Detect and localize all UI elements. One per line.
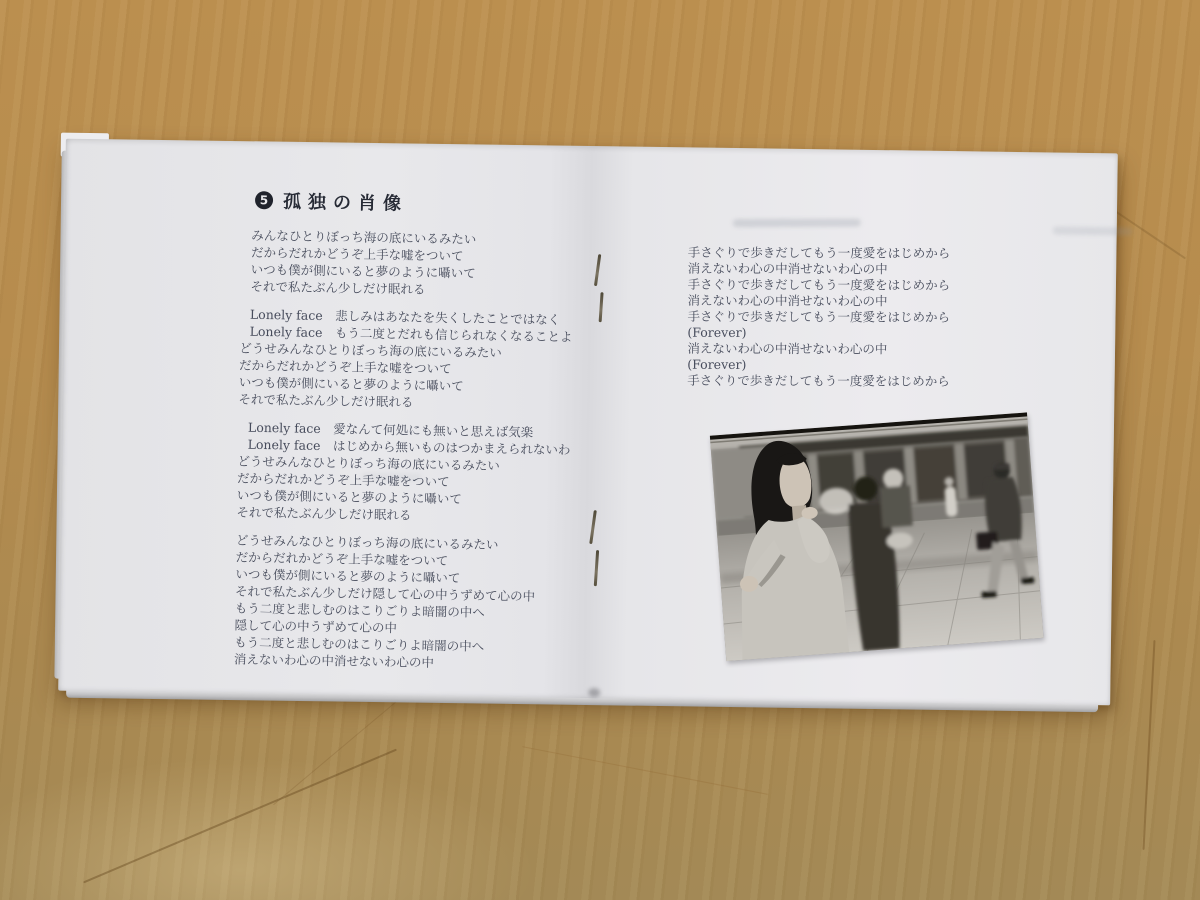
show-through-text bbox=[1053, 226, 1133, 235]
lyric-line: 消えないわ心の中消せないわ心の中 bbox=[687, 292, 888, 309]
lyric-line: それで私たぶん少しだけ眠れる bbox=[238, 391, 414, 410]
song-title-row bbox=[255, 187, 408, 216]
gutter-shadow bbox=[588, 688, 600, 697]
lyric-line: 手さぐりで歩きだしてもう一度愛をはじめから bbox=[687, 276, 951, 293]
lyric-line: Lonely face はじめから無いものはつかまえられないわ bbox=[247, 436, 571, 458]
lyric-line: 消えないわ心の中消せないわ心の中 bbox=[687, 260, 888, 277]
lyric-line: 隠して心の中うずめて心の中 bbox=[234, 617, 398, 636]
lyrics-stanza bbox=[240, 227, 574, 301]
lyric-line: (Forever) bbox=[687, 324, 747, 340]
lyric-line: Lonely face もう二度とだれも信じられなくなることよ bbox=[249, 323, 573, 345]
lyric-line: それで私たぶん少しだけ眠れる bbox=[250, 278, 426, 297]
lyric-line: いつも僕が側にいると夢のように囁いて bbox=[235, 566, 461, 586]
cd-lyrics-booklet bbox=[58, 139, 1118, 706]
lyric-line: もう二度と悲しむのはこりごりよ暗闇の中へ bbox=[234, 600, 485, 620]
right-page-lyrics bbox=[687, 245, 950, 390]
lyric-line: どうせみんなひとりぼっち海の底にいるみたい bbox=[239, 340, 502, 361]
show-through-text bbox=[733, 219, 861, 227]
lyric-line: 消えないわ心の中消せないわ心の中 bbox=[687, 340, 888, 357]
wood-scratch bbox=[522, 746, 768, 795]
lyrics-stanza bbox=[236, 419, 571, 527]
lyric-line: どうせみんなひとりぼっち海の底にいるみたい bbox=[235, 532, 499, 553]
lyric-line: Lonely face 悲しみはあなたを失くしたことではなく bbox=[249, 306, 561, 328]
left-page-lyrics bbox=[234, 227, 575, 685]
lyric-line: それで私たぶん少しだけ隠して心の中うずめて心の中 bbox=[234, 583, 536, 604]
booklet-photo bbox=[710, 412, 1044, 661]
lyric-line: もう二度と悲しむのはこりごりよ暗闇の中へ bbox=[234, 634, 485, 654]
lyrics-stanza bbox=[234, 532, 569, 674]
lyric-line: みんなひとりぼっち海の底にいるみたい bbox=[251, 227, 477, 247]
lyric-line: それで私たぶん少しだけ眠れる bbox=[236, 504, 412, 523]
song-title: 孤独の肖像 bbox=[282, 191, 409, 215]
lyric-line: Lonely face 愛なんて何処にも無いと思えば気楽 bbox=[247, 419, 534, 440]
wood-scratch bbox=[83, 749, 397, 884]
lyric-line: だからだれかどうぞ上手な嘘をついて bbox=[238, 357, 452, 377]
lyric-line: だからだれかどうぞ上手な嘘をついて bbox=[236, 470, 450, 490]
lyric-line: いつも僕が側にいると夢のように囁いて bbox=[236, 487, 462, 507]
lyric-line: だからだれかどうぞ上手な嘘をついて bbox=[235, 549, 449, 569]
lyric-line: いつも僕が側にいると夢のように囁いて bbox=[250, 261, 476, 281]
lyric-line: 手さぐりで歩きだしてもう一度愛をはじめから bbox=[687, 372, 950, 389]
track-number-badge: 5 bbox=[255, 191, 273, 209]
lyric-line: 手さぐりで歩きだしてもう一度愛をはじめから bbox=[687, 308, 951, 325]
lyric-line: 手さぐりで歩きだしてもう一度愛をはじめから bbox=[687, 244, 951, 261]
lyric-line: いつも僕が側にいると夢のように囁いて bbox=[238, 374, 464, 394]
lyric-line: どうせみんなひとりぼっち海の底にいるみたい bbox=[237, 453, 500, 474]
lyric-line: だからだれかどうぞ上手な嘘をついて bbox=[250, 244, 464, 264]
photo-street-scene bbox=[710, 412, 1044, 661]
wood-scratch bbox=[1143, 640, 1156, 850]
lyrics-stanza bbox=[238, 306, 573, 414]
lyric-line: 消えないわ心の中消せないわ心の中 bbox=[233, 651, 435, 670]
lyric-line: (Forever) bbox=[687, 356, 747, 372]
